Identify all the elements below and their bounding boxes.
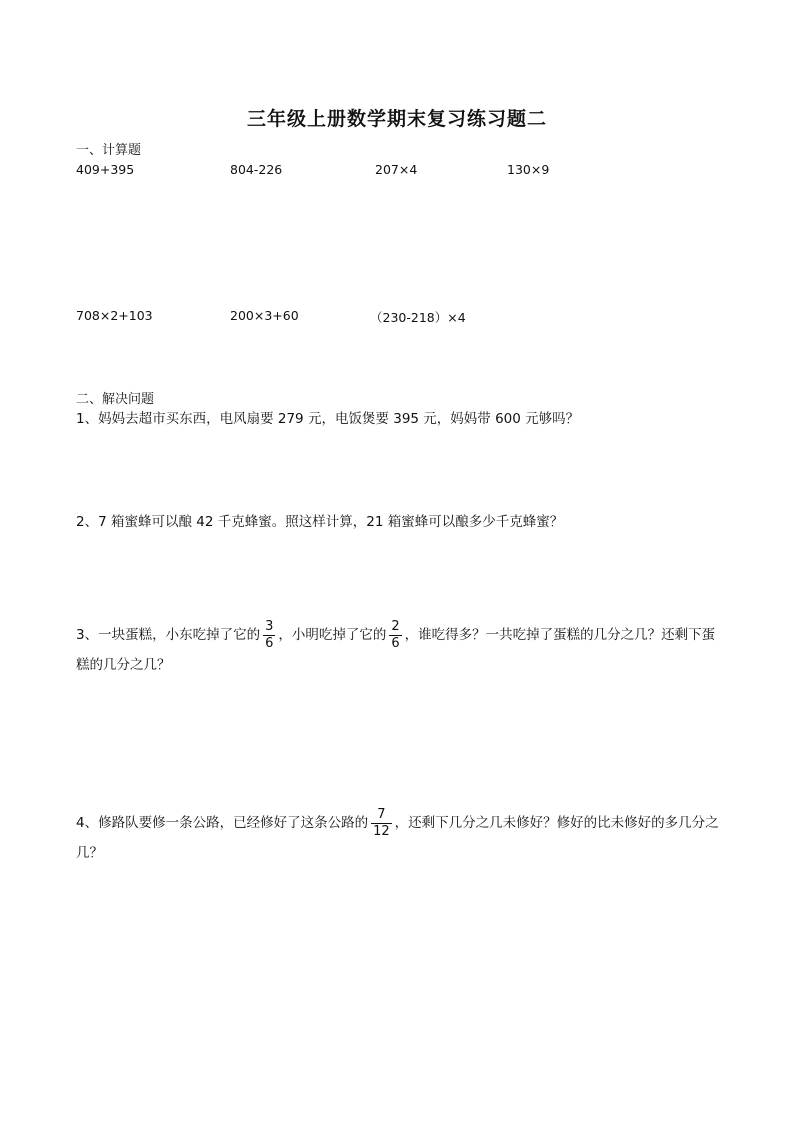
word-problem-4 xyxy=(76,808,726,868)
calc-problem-6: 200×3+60 xyxy=(230,308,299,323)
calc-problem-4: 130×9 xyxy=(507,162,550,177)
fraction-denominator: 6 xyxy=(265,635,274,651)
problem-4-text-a: 4、修路队要修一条公路，已经修好了这条公路的 xyxy=(76,815,369,832)
fraction-seven-twelfths xyxy=(371,808,392,838)
word-problem-3 xyxy=(76,620,726,680)
fraction-denominator: 12 xyxy=(373,823,390,839)
problem-4-text-b: ，还剩下几分之几未修好？修好的比未修好的多几分之几？ xyxy=(76,815,719,862)
fraction-three-sixths xyxy=(263,620,275,650)
fraction-numerator: 3 xyxy=(265,619,274,634)
calc-problem-1: 409+395 xyxy=(76,162,135,177)
fraction-numerator: 7 xyxy=(371,808,392,824)
calc-problem-5: 708×2+103 xyxy=(76,308,153,323)
fraction-numerator: 2 xyxy=(391,619,400,634)
calc-problem-3: 207×4 xyxy=(375,162,418,177)
fraction-two-sixths xyxy=(389,620,401,650)
problem-3-text-b: ，小明吃掉了它的 xyxy=(278,627,387,644)
calc-problem-2: 804-226 xyxy=(230,162,283,177)
problem-3-text-c: ，谁吃得多？一共吃掉了蛋糕的几分之几？还剩下蛋糕的几分之几？ xyxy=(76,627,716,674)
problem-3-text-a: 3、一块蛋糕，小东吃掉了它的 xyxy=(76,627,261,644)
fraction-denominator: 6 xyxy=(391,635,400,651)
word-problem-1: 1、妈妈去超市买东西，电风扇要 279 元，电饭煲要 395 元，妈妈带 600 元够吗？ xyxy=(76,411,580,427)
page-title: 三年级上册数学期末复习练习题二 xyxy=(246,108,547,130)
word-problem-2: 2、7 箱蜜蜂可以酿 42 千克蜂蜜。照这样计算，21 箱蜜蜂可以酿多少千克蜂蜜？ xyxy=(76,514,564,530)
section-heading-word-problems: 二、解决问题 xyxy=(76,392,155,407)
section-heading-calculation: 一、计算题 xyxy=(76,143,142,158)
calc-problem-7: （230-218）×4 xyxy=(370,310,466,325)
